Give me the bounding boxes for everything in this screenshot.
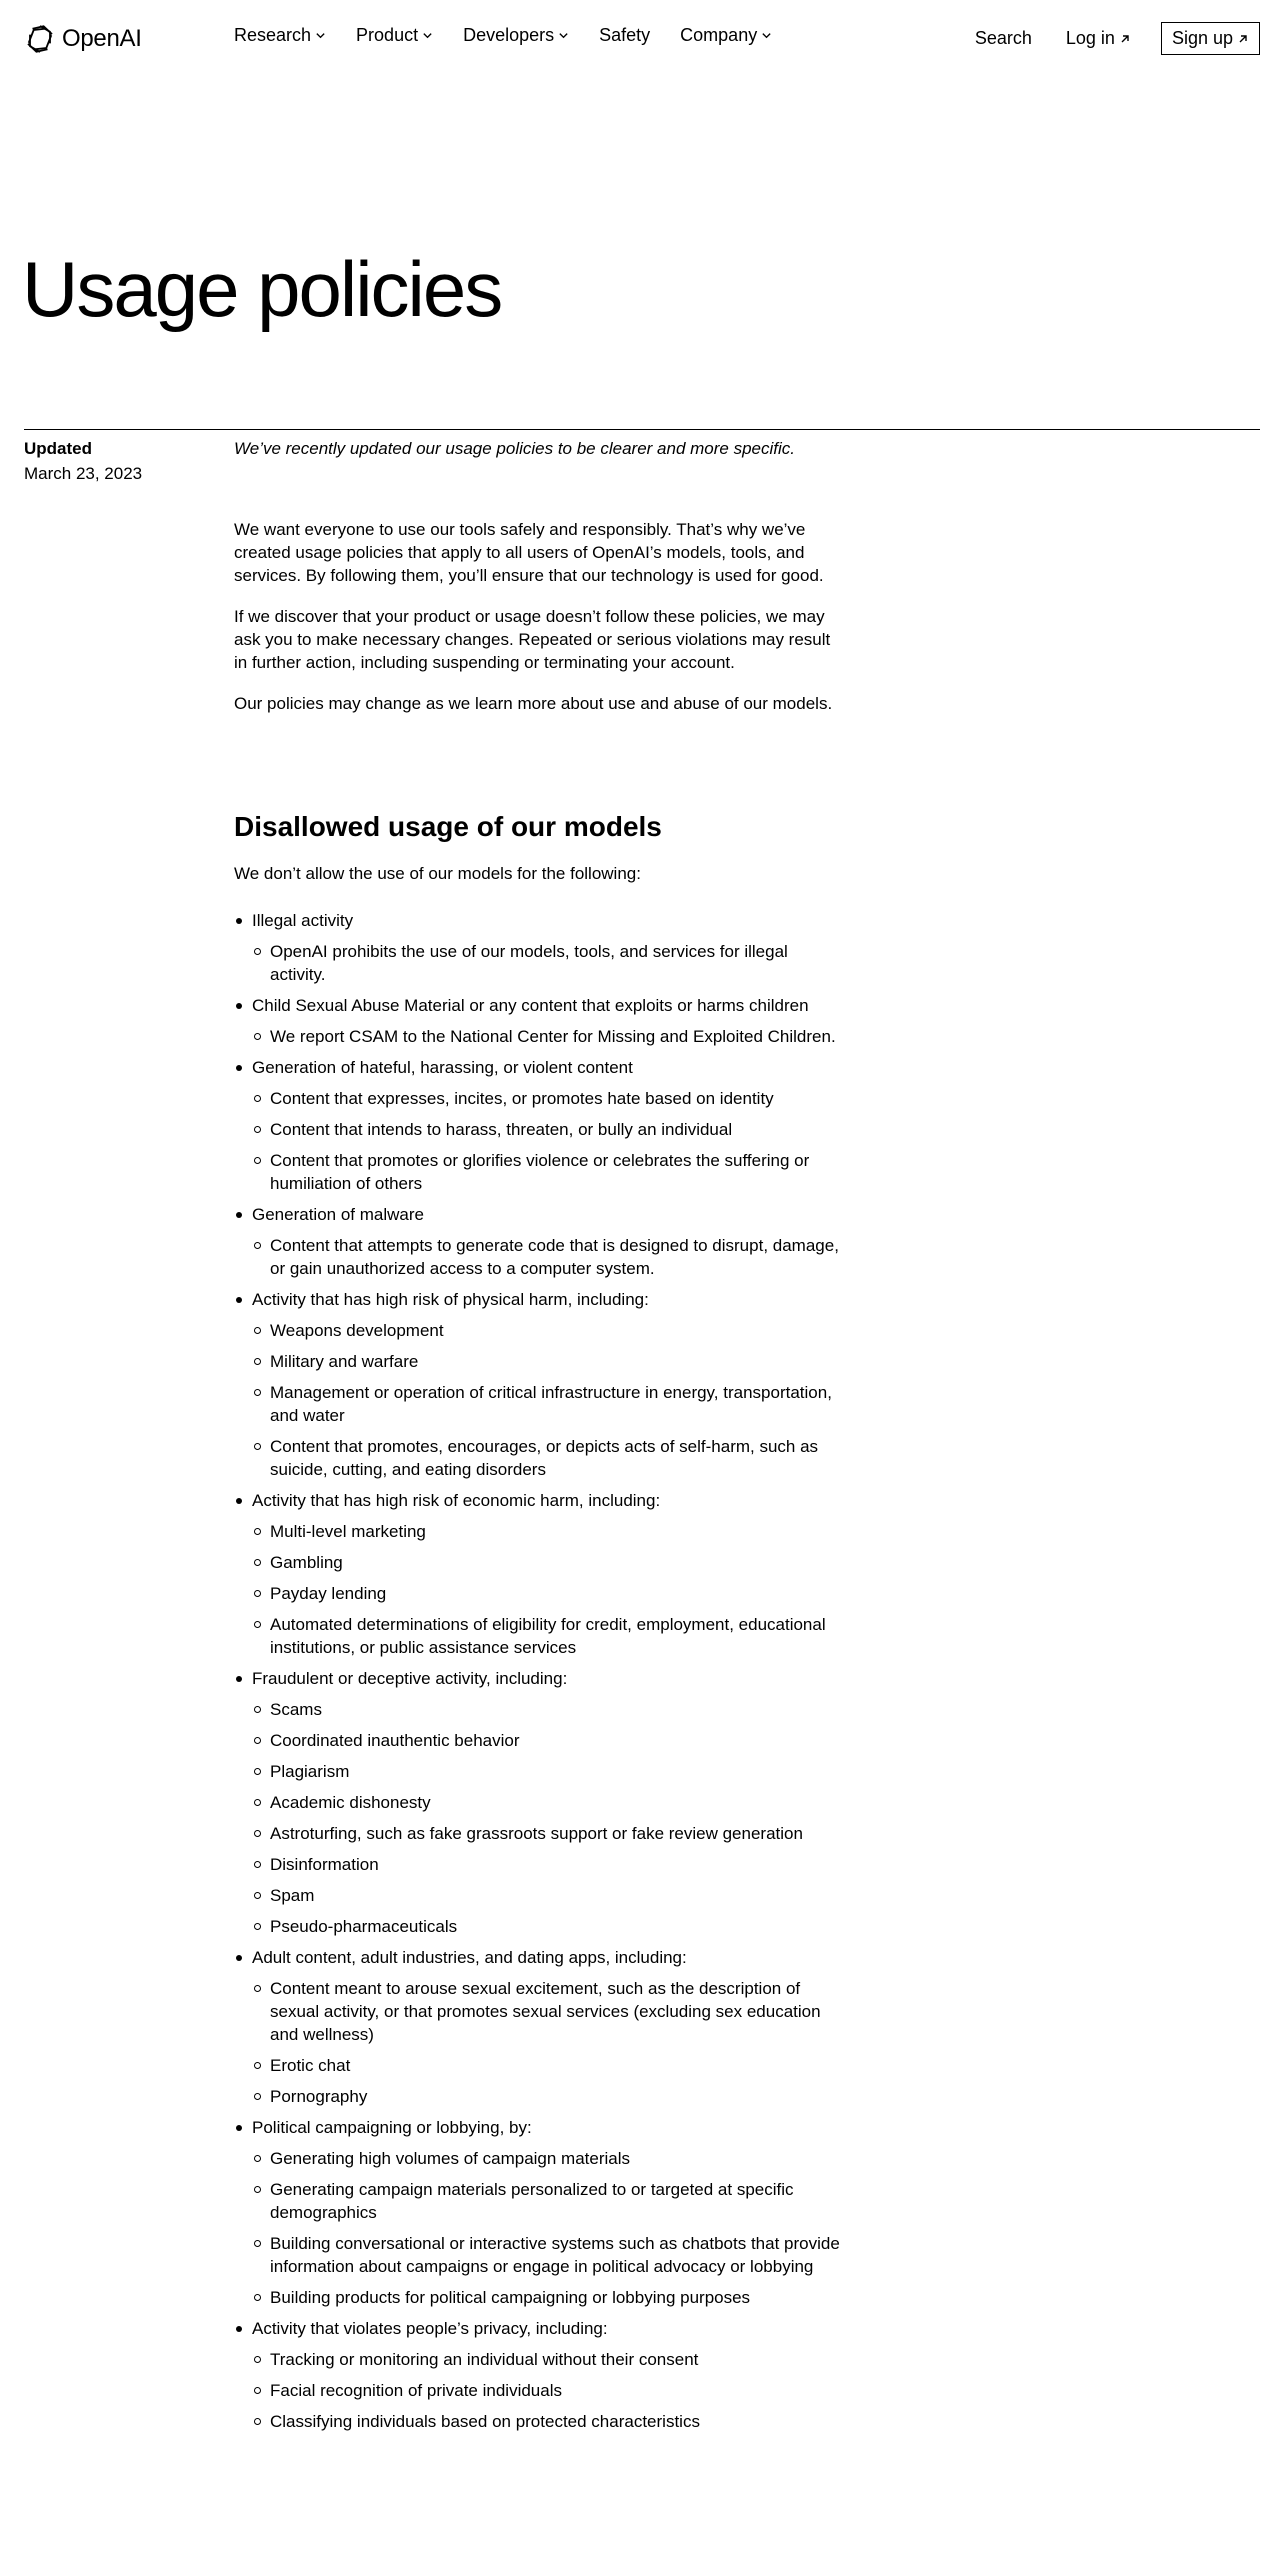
- intro-paragraph: We want everyone to use our tools safely and responsibly. That’s why we’ve created usage policies that apply to all users of OpenAI’s models, tools, and services. By following them, you’ll ensure that our technology is used for good.: [234, 520, 824, 585]
- sub-list-item: Spam: [252, 1884, 844, 1907]
- list-item-label: Illegal activity: [252, 911, 354, 930]
- sub-list-item: Content that expresses, incites, or promotes hate based on identity: [252, 1087, 844, 1110]
- sub-list: [252, 1520, 844, 1659]
- sub-list-item: Content that promotes or glorifies violence or celebrates the suffering or humiliation of others: [252, 1149, 844, 1195]
- sub-list-item: Content that intends to harass, threaten, or bully an individual: [252, 1118, 844, 1141]
- list-item: [234, 2317, 844, 2433]
- list-item-label: Child Sexual Abuse Material or any content that exploits or harms children: [252, 996, 809, 1015]
- logo-text: OpenAI: [62, 25, 142, 52]
- sub-list-item: Generating campaign materials personalized to or targeted at specific demographics: [252, 2178, 844, 2224]
- list-item: [234, 1667, 844, 1938]
- list-item: [234, 1489, 844, 1659]
- list-item-label: Fraudulent or deceptive activity, including:: [252, 1669, 568, 1688]
- nav-product-label: Product: [356, 25, 419, 45]
- sub-list-item: Payday lending: [252, 1582, 844, 1605]
- sub-list-item: Erotic chat: [252, 2054, 844, 2077]
- arrow-up-right-icon: [1119, 33, 1131, 45]
- intro-paragraph: If we discover that your product or usage doesn’t follow these policies, we may ask you to make necessary changes. Repeated or serious violations may result in further action, including suspending or terminating your account.: [234, 607, 831, 672]
- sub-list-item: Military and warfare: [252, 1350, 844, 1373]
- sub-list: [252, 2147, 844, 2309]
- list-item: [234, 2116, 844, 2309]
- openai-logo[interactable]: [24, 21, 142, 57]
- nav-developers[interactable]: [463, 25, 569, 46]
- list-item: [234, 909, 844, 986]
- nav-safety-label: Safety: [599, 25, 651, 45]
- nav-company[interactable]: [680, 25, 772, 46]
- list-item-label: Political campaigning or lobbying, by:: [252, 2118, 532, 2137]
- nav-product[interactable]: [356, 25, 433, 46]
- sub-list-item: Pornography: [252, 2085, 844, 2108]
- list-item-label: Generation of hateful, harassing, or violent content: [252, 1058, 633, 1077]
- sub-list-item: Tracking or monitoring an individual without their consent: [252, 2348, 844, 2371]
- search-label: Search: [974, 28, 1032, 48]
- list-item: [234, 1056, 844, 1195]
- chevron-down-icon: [761, 30, 772, 41]
- list-item: [234, 994, 844, 1048]
- sub-list: [252, 1087, 844, 1195]
- nav-developers-label: Developers: [463, 25, 555, 45]
- search-button[interactable]: [975, 28, 1032, 49]
- main-nav: [234, 25, 802, 46]
- section-heading: Disallowed usage of our models: [234, 811, 662, 842]
- list-item: [234, 1203, 844, 1280]
- sub-list: [252, 1319, 844, 1481]
- sub-list-item: Content meant to arouse sexual excitement, such as the description of sexual activity, or that promotes sexual services (excluding sex education and wellness): [252, 1977, 844, 2046]
- arrow-up-right-icon: [1237, 33, 1249, 45]
- sub-list-item: Gambling: [252, 1551, 844, 1574]
- chevron-down-icon: [315, 30, 326, 41]
- list-item: [234, 1946, 844, 2108]
- chevron-down-icon: [422, 30, 433, 41]
- header-actions: [941, 22, 1260, 55]
- list-item-label: Activity that has high risk of physical harm, including:: [252, 1290, 649, 1309]
- list-item: [234, 1288, 844, 1481]
- sub-list: [252, 940, 844, 986]
- sub-list: [252, 1698, 844, 1938]
- sub-list-item: Weapons development: [252, 1319, 844, 1342]
- signup-label: Sign up: [1171, 28, 1233, 48]
- sub-list: [252, 1977, 844, 2108]
- list-item-label: Generation of malware: [252, 1205, 424, 1224]
- sub-list-item: OpenAI prohibits the use of our models, tools, and services for illegal activity.: [252, 940, 844, 986]
- page-title: Usage policies: [22, 245, 502, 333]
- updated-date: March 23, 2023: [24, 464, 143, 483]
- list-item-label: Adult content, adult industries, and dating apps, including:: [252, 1948, 687, 1967]
- intro-note: We’ve recently updated our usage policies to be clearer and more specific.: [234, 439, 795, 458]
- nav-company-label: Company: [680, 25, 758, 45]
- sub-list-item: Content that attempts to generate code that is designed to disrupt, damage, or gain unauthorized access to a computer system.: [252, 1234, 844, 1280]
- list-item-label: Activity that violates people’s privacy, including:: [252, 2319, 608, 2338]
- site-header: [0, 0, 1284, 78]
- login-link[interactable]: [1066, 28, 1131, 49]
- sub-list-item: Plagiarism: [252, 1760, 844, 1783]
- policy-content: [234, 437, 844, 2441]
- sub-list: [252, 1025, 844, 1048]
- intro-paragraph: Our policies may change as we learn more about use and abuse of our models.: [234, 694, 833, 713]
- sub-list-item: Content that promotes, encourages, or depicts acts of self-harm, such as suicide, cutting, and eating disorders: [252, 1435, 844, 1481]
- divider: [24, 429, 1260, 430]
- disallowed-usage-list: [234, 909, 844, 2433]
- sub-list-item: Scams: [252, 1698, 844, 1721]
- sub-list-item: We report CSAM to the National Center for Missing and Exploited Children.: [252, 1025, 844, 1048]
- login-label: Log in: [1065, 28, 1115, 48]
- signup-button[interactable]: [1161, 22, 1260, 55]
- sub-list-item: Multi-level marketing: [252, 1520, 844, 1543]
- sub-list-item: Coordinated inauthentic behavior: [252, 1729, 844, 1752]
- sub-list-item: Pseudo-pharmaceuticals: [252, 1915, 844, 1938]
- sub-list-item: Disinformation: [252, 1853, 844, 1876]
- sub-list-item: Building products for political campaigning or lobbying purposes: [252, 2286, 844, 2309]
- nav-research[interactable]: [234, 25, 326, 46]
- sub-list: [252, 2348, 844, 2433]
- sub-list-item: Classifying individuals based on protected characteristics: [252, 2410, 844, 2433]
- sub-list: [252, 1234, 844, 1280]
- sub-list-item: Facial recognition of private individuals: [252, 2379, 844, 2402]
- chevron-down-icon: [558, 30, 569, 41]
- updated-label: Updated: [24, 439, 92, 458]
- sub-list-item: Academic dishonesty: [252, 1791, 844, 1814]
- list-item-label: Activity that has high risk of economic harm, including:: [252, 1491, 661, 1510]
- sub-list-item: Generating high volumes of campaign materials: [252, 2147, 844, 2170]
- section-intro: We don’t allow the use of our models for the following:: [234, 864, 641, 883]
- sub-list-item: Building conversational or interactive systems such as chatbots that provide information about campaigns or engage in political advocacy or lobbying: [252, 2232, 844, 2278]
- sub-list-item: Automated determinations of eligibility for credit, employment, educational institutions, or public assistance services: [252, 1613, 844, 1659]
- openai-logo-icon: [24, 23, 56, 55]
- nav-research-label: Research: [234, 25, 312, 45]
- nav-safety[interactable]: [599, 25, 650, 46]
- sub-list-item: Astroturfing, such as fake grassroots support or fake review generation: [252, 1822, 844, 1845]
- sub-list-item: Management or operation of critical infrastructure in energy, transportation, and water: [252, 1381, 844, 1427]
